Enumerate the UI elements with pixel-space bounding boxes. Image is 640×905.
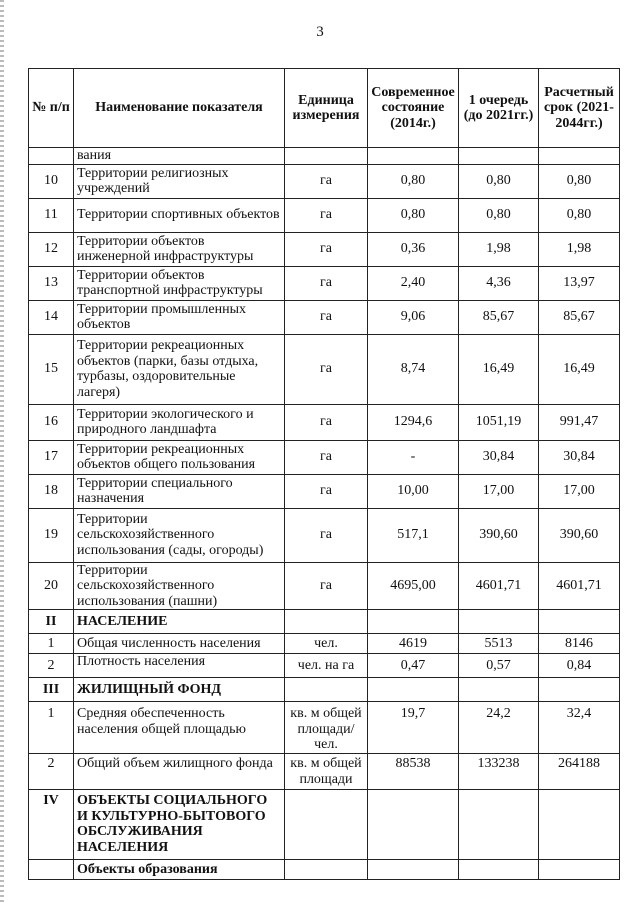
cell-current: 8,74 — [368, 334, 459, 404]
cell-name: Территории спортивных объектов — [74, 198, 285, 232]
cell-stage1: 0,80 — [459, 198, 539, 232]
table-row — [29, 508, 620, 562]
cell-estimated: 4601,71 — [539, 562, 620, 610]
header-estimated: Расчетный срок (2021-2044гг.) — [539, 69, 620, 148]
cell-stage1: 24,2 — [459, 702, 539, 754]
cell-unit: га — [285, 508, 368, 562]
cell-name: Территории экологического и природного ландшафта — [74, 404, 285, 440]
cell-stage1: 0,80 — [459, 164, 539, 198]
cell-stage1: 1,98 — [459, 232, 539, 266]
table-row — [29, 654, 620, 678]
empty-cell — [459, 610, 539, 634]
cell-num: 12 — [29, 232, 74, 266]
cell-estimated: 16,49 — [539, 334, 620, 404]
cell-stage1: 4601,71 — [459, 562, 539, 610]
cell-current: - — [368, 440, 459, 474]
table-row — [29, 232, 620, 266]
section-row — [29, 610, 620, 634]
table-row — [29, 334, 620, 404]
cell-stage1: 30,84 — [459, 440, 539, 474]
cell-estimated: 17,00 — [539, 474, 620, 508]
cell-current: 0,80 — [368, 164, 459, 198]
cell-unit: га — [285, 266, 368, 300]
header-unit: Единица измерения — [285, 69, 368, 148]
empty-cell — [285, 790, 368, 860]
section-num: II — [29, 610, 74, 634]
cell-name: Территории сельскохозяйственного использования (сады, огороды) — [74, 508, 285, 562]
cell-current: 4619 — [368, 634, 459, 654]
cell-unit: га — [285, 232, 368, 266]
cell-name: Плотность населения — [74, 654, 285, 678]
cell-unit: га — [285, 474, 368, 508]
cell-stage1: 4,36 — [459, 266, 539, 300]
table-row — [29, 754, 620, 790]
cell-estimated: 390,60 — [539, 508, 620, 562]
cell-num: 1 — [29, 634, 74, 654]
cell-estimated: 32,4 — [539, 702, 620, 754]
cell-current: 1294,6 — [368, 404, 459, 440]
cell-name: Территории рекреационных объектов общего пользования — [74, 440, 285, 474]
empty-cell — [459, 790, 539, 860]
cell-stage1 — [459, 148, 539, 165]
empty-cell — [368, 860, 459, 880]
cell-current: 0,36 — [368, 232, 459, 266]
cell-num: 15 — [29, 334, 74, 404]
cell-unit: га — [285, 404, 368, 440]
cell-name: Территории сельскохозяйственного использования (пашни) — [74, 562, 285, 610]
cell-estimated: 0,84 — [539, 654, 620, 678]
section-num: IV — [29, 790, 74, 860]
cell-name: Территории объектов инженерной инфраструктуры — [74, 232, 285, 266]
cell-estimated: 13,97 — [539, 266, 620, 300]
table-row — [29, 440, 620, 474]
section-title: НАСЕЛЕНИЕ — [74, 610, 285, 634]
cell-current: 0,80 — [368, 198, 459, 232]
section-row — [29, 790, 620, 860]
cell-num: 16 — [29, 404, 74, 440]
empty-cell — [459, 678, 539, 702]
empty-cell — [285, 860, 368, 880]
cell-unit: га — [285, 164, 368, 198]
cell-unit: га — [285, 334, 368, 404]
section-num: III — [29, 678, 74, 702]
empty-cell — [539, 790, 620, 860]
cell-num: 2 — [29, 654, 74, 678]
cell-name: Территории специального назначения — [74, 474, 285, 508]
cell-name: Общая численность населения — [74, 634, 285, 654]
table-row — [29, 562, 620, 610]
empty-cell — [539, 678, 620, 702]
cell-num: 14 — [29, 300, 74, 334]
cell-current: 88538 — [368, 754, 459, 790]
cell-unit: кв. м общей площади — [285, 754, 368, 790]
cell-name: Территории промышленных объектов — [74, 300, 285, 334]
cell-num — [29, 148, 74, 165]
cell-estimated: 30,84 — [539, 440, 620, 474]
indicators-table — [28, 68, 620, 880]
table-row — [29, 404, 620, 440]
cell-current: 517,1 — [368, 508, 459, 562]
cell-unit: чел. на га — [285, 654, 368, 678]
cell-current: 2,40 — [368, 266, 459, 300]
empty-cell — [539, 860, 620, 880]
header-name: Наименование показателя — [74, 69, 285, 148]
page-number: 3 — [316, 24, 324, 40]
cell-num: 2 — [29, 754, 74, 790]
table-row — [29, 300, 620, 334]
cell-num: 1 — [29, 702, 74, 754]
cell-stage1: 17,00 — [459, 474, 539, 508]
empty-cell — [539, 610, 620, 634]
cell-unit: кв. м общей площади/чел. — [285, 702, 368, 754]
cell-current: 9,06 — [368, 300, 459, 334]
cell-estimated: 1,98 — [539, 232, 620, 266]
subsection-title: Объекты образования — [74, 860, 285, 880]
header-stage1: 1 очередь (до 2021гг.) — [459, 69, 539, 148]
empty-cell — [459, 860, 539, 880]
table-row — [29, 164, 620, 198]
cell-current: 10,00 — [368, 474, 459, 508]
header-num: № п/п — [29, 69, 74, 148]
cell-unit: га — [285, 198, 368, 232]
cell-name: Территории рекреационных объектов (парки, базы отдыха, турбазы, оздоровительные лагеря) — [74, 334, 285, 404]
empty-cell — [368, 790, 459, 860]
cell-name: Территории религиозных учреждений — [74, 164, 285, 198]
table-row — [29, 474, 620, 508]
cell-estimated: 991,47 — [539, 404, 620, 440]
table-row — [29, 266, 620, 300]
cell-stage1: 390,60 — [459, 508, 539, 562]
cell-estimated: 0,80 — [539, 198, 620, 232]
section-title: ЖИЛИЩНЫЙ ФОНД — [74, 678, 285, 702]
cell-unit: га — [285, 562, 368, 610]
cell-num: 20 — [29, 562, 74, 610]
empty-cell — [368, 678, 459, 702]
cell-num: 13 — [29, 266, 74, 300]
cell-name: Средняя обеспеченность населения общей площадью — [74, 702, 285, 754]
cell-stage1: 133238 — [459, 754, 539, 790]
cell-unit — [285, 148, 368, 165]
cell-current: 0,47 — [368, 654, 459, 678]
cell-unit: га — [285, 440, 368, 474]
cell-estimated: 8146 — [539, 634, 620, 654]
cell-num — [29, 860, 74, 880]
cell-stage1: 85,67 — [459, 300, 539, 334]
section-title: ОБЪЕКТЫ СОЦИАЛЬНОГО И КУЛЬТУРНО-БЫТОВОГО ОБСЛУЖИВАНИЯ НАСЕЛЕНИЯ — [74, 790, 285, 860]
cell-stage1: 5513 — [459, 634, 539, 654]
cell-name: Общий объем жилищного фонда — [74, 754, 285, 790]
cell-current: 19,7 — [368, 702, 459, 754]
scan-edge — [0, 0, 4, 905]
cell-stage1: 16,49 — [459, 334, 539, 404]
empty-cell — [285, 678, 368, 702]
cell-estimated — [539, 148, 620, 165]
cell-current — [368, 148, 459, 165]
cell-stage1: 0,57 — [459, 654, 539, 678]
table-row — [29, 148, 620, 165]
cell-estimated: 264188 — [539, 754, 620, 790]
cell-unit: чел. — [285, 634, 368, 654]
table-row — [29, 198, 620, 232]
header-current: Современное состояние (2014г.) — [368, 69, 459, 148]
table-row — [29, 702, 620, 754]
cell-name: вания — [74, 148, 285, 165]
cell-num: 19 — [29, 508, 74, 562]
cell-estimated: 0,80 — [539, 164, 620, 198]
cell-unit: га — [285, 300, 368, 334]
empty-cell — [368, 610, 459, 634]
empty-cell — [285, 610, 368, 634]
cell-num: 10 — [29, 164, 74, 198]
table-row — [29, 860, 620, 880]
cell-num: 17 — [29, 440, 74, 474]
header-row — [29, 69, 620, 148]
cell-estimated: 85,67 — [539, 300, 620, 334]
cell-num: 18 — [29, 474, 74, 508]
table-row — [29, 634, 620, 654]
cell-stage1: 1051,19 — [459, 404, 539, 440]
cell-name: Территории объектов транспортной инфраструктуры — [74, 266, 285, 300]
cell-current: 4695,00 — [368, 562, 459, 610]
cell-num: 11 — [29, 198, 74, 232]
section-row — [29, 678, 620, 702]
